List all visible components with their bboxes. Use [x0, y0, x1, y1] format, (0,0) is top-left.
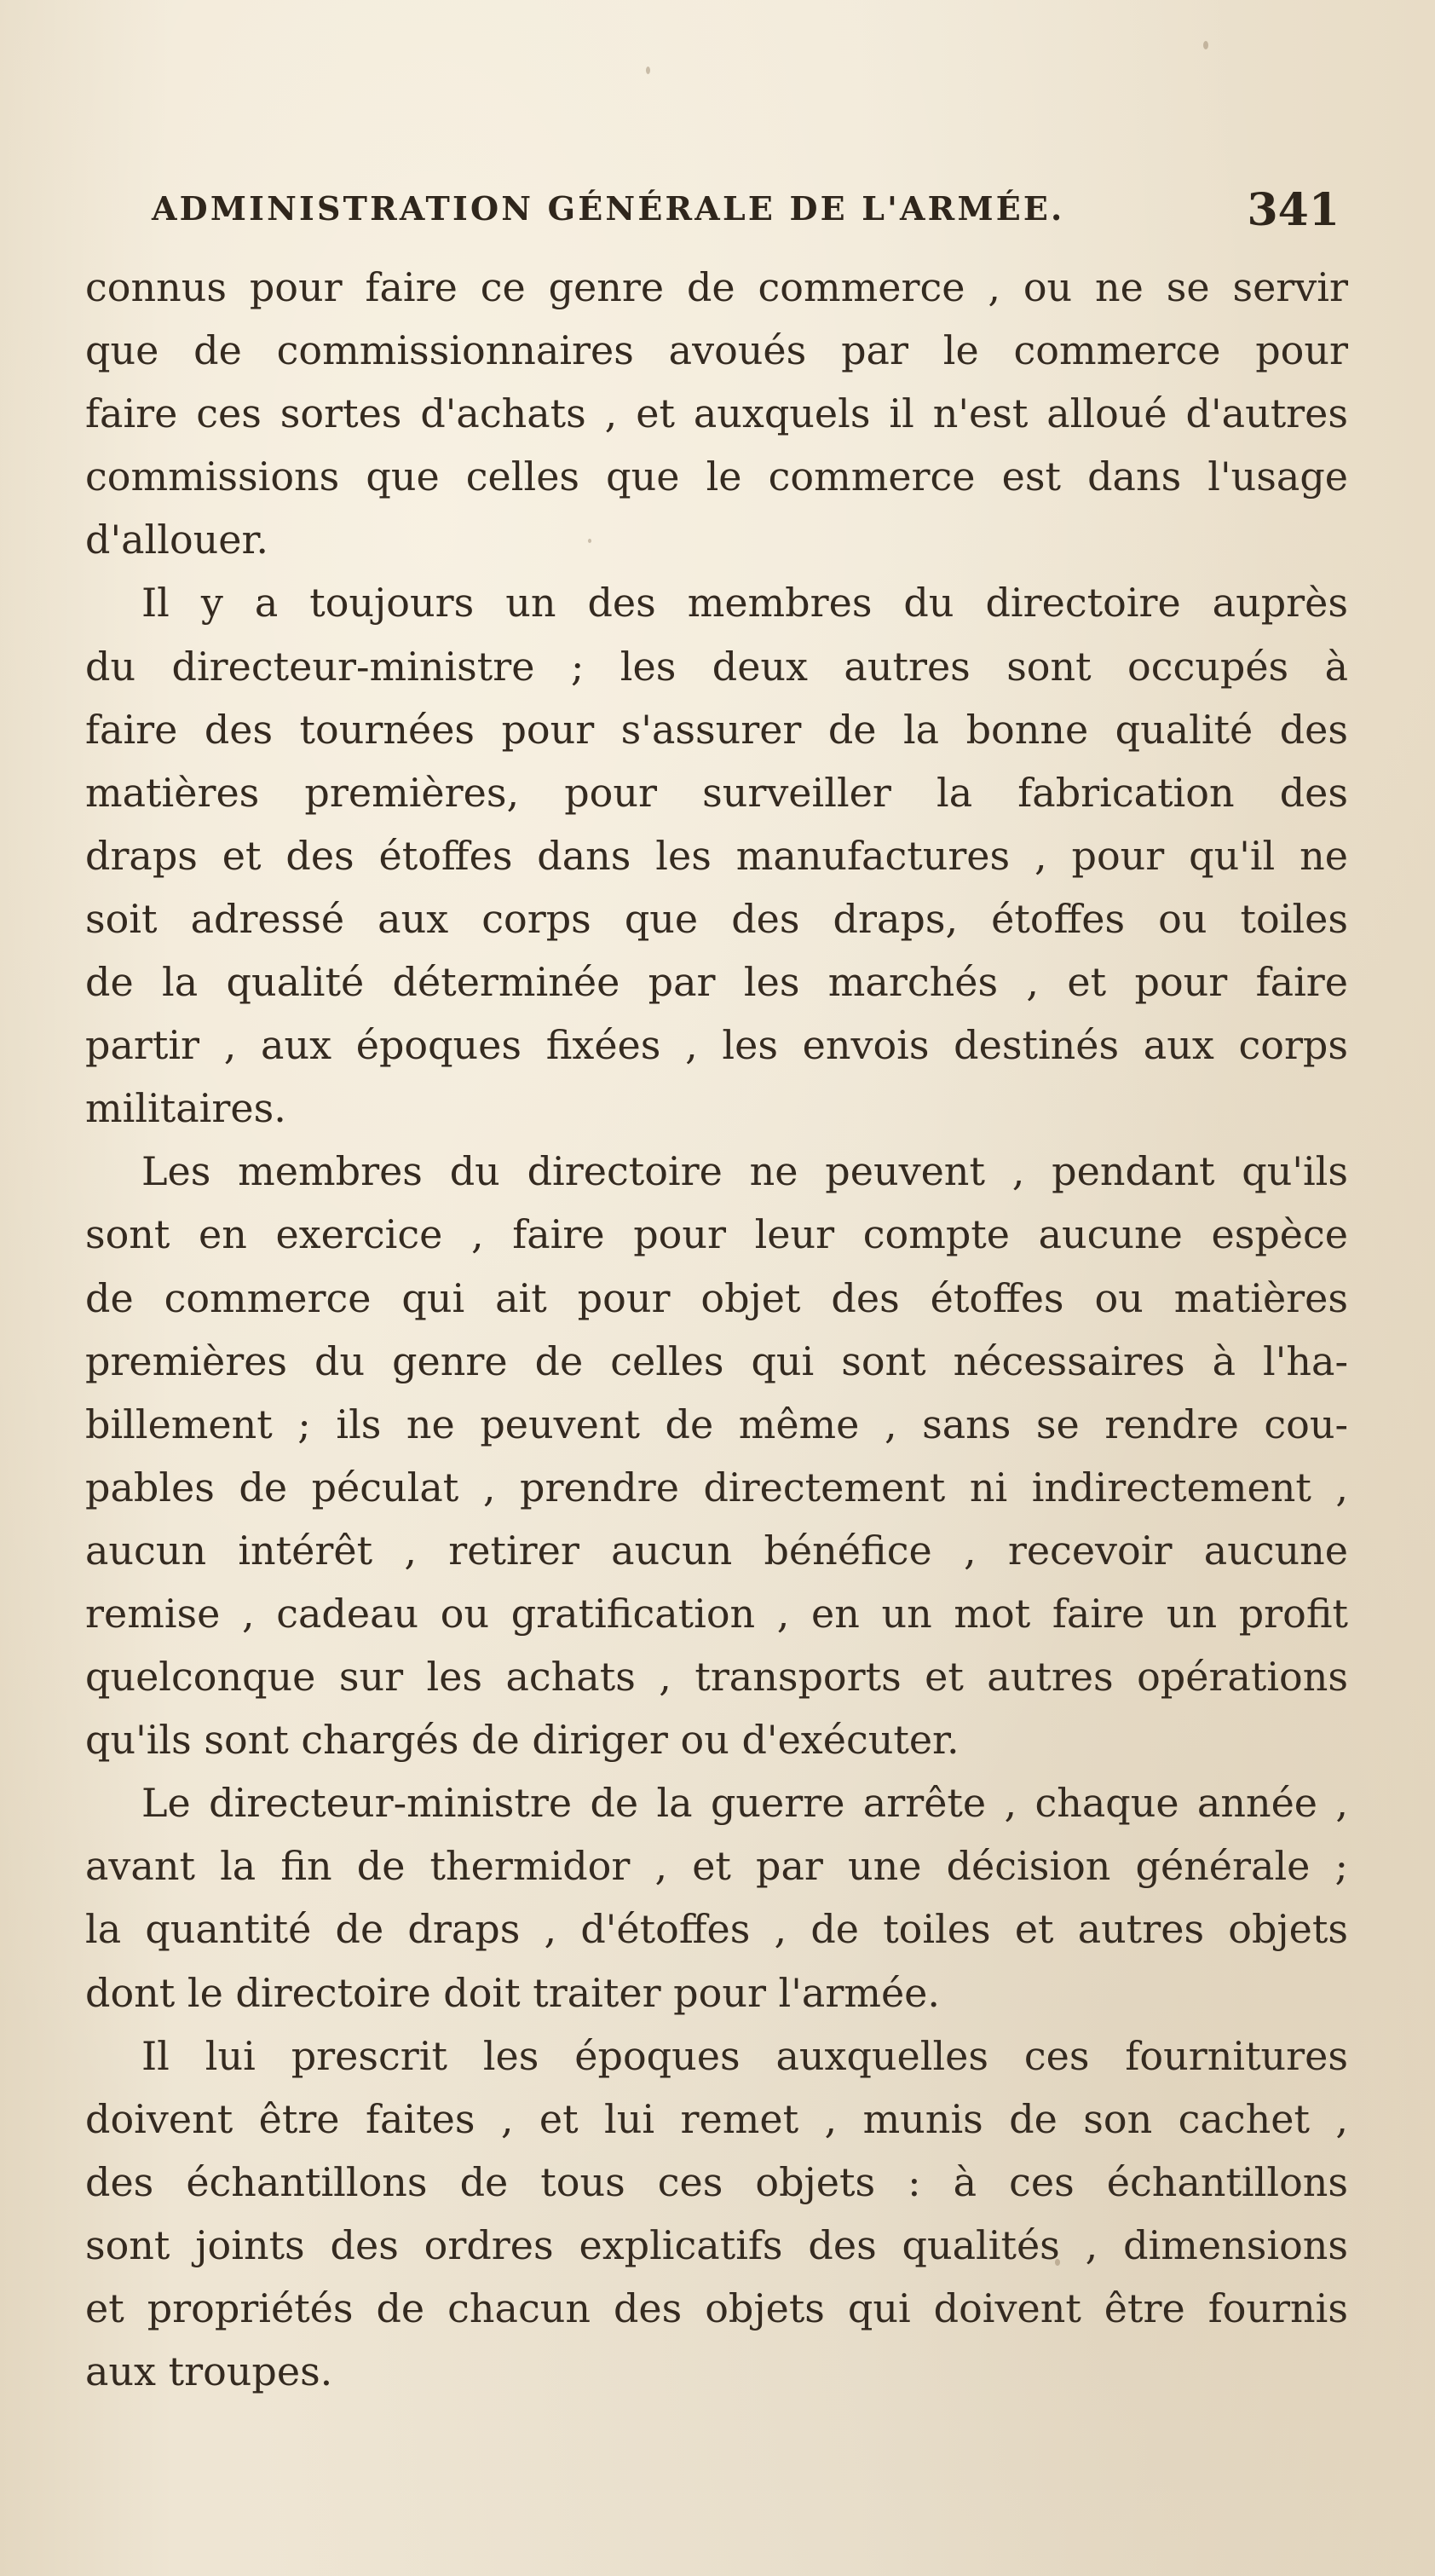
text-line: faire ces sortes d'achats , et auxquels il n'est alloué d'autres	[85, 390, 1348, 437]
text-line: la quantité de draps , d'étoffes , de toiles et autres objets	[85, 1906, 1348, 1953]
text-line: faire des tournées pour s'assurer de la bonne qualité des	[85, 706, 1348, 753]
text-line: billement ; ils ne peuvent de même , sans se rendre cou-	[85, 1401, 1348, 1447]
running-head	[152, 184, 1340, 244]
text-line: et propriétés de chacun des objets qui doivent être fournis	[85, 2285, 1348, 2331]
text-line: que de commissionnaires avoués par le commerce pour	[85, 327, 1348, 374]
text-line: aux troupes.	[85, 2348, 333, 2395]
text-line: militaires.	[85, 1085, 286, 1132]
running-title: ADMINISTRATION GÉNÉRALE DE L'ARMÉE.	[152, 189, 1065, 228]
text-line: commissions que celles que le commerce est dans l'usage	[85, 453, 1348, 500]
text-line: doivent être faites , et lui remet , munis de son cachet ,	[85, 2095, 1348, 2142]
text-line: Les membres du directoire ne peuvent , pendant qu'ils	[141, 1148, 1348, 1195]
paper-speck	[1203, 41, 1208, 49]
text-line: de commerce qui ait pour objet des étoffes ou matières	[85, 1274, 1348, 1321]
text-line: dont le directoire doit traiter pour l'armée.	[85, 1969, 941, 2016]
text-line: Le directeur-ministre de la guerre arrête , chaque année ,	[141, 1780, 1348, 1827]
text-line: premières du genre de celles qui sont nécessaires à l'ha-	[85, 1337, 1348, 1384]
text-line: du directeur-ministre ; les deux autres sont occupés à	[85, 643, 1348, 690]
text-line: sont en exercice , faire pour leur compte aucune espèce	[85, 1211, 1348, 1258]
body-text	[85, 256, 1348, 2403]
text-line: d'allouer.	[85, 517, 269, 563]
text-line: draps et des étoffes dans les manufactures , pour qu'il ne	[85, 832, 1348, 879]
text-line: aucun intérêt , retirer aucun bénéfice , recevoir aucune	[85, 1527, 1348, 1574]
paper-speck	[1055, 2259, 1060, 2266]
text-line: sont joints des ordres explicatifs des qualités , dimensions	[85, 2221, 1348, 2268]
text-line: avant la fin de thermidor , et par une décision générale ;	[85, 1843, 1348, 1890]
page-number: 341	[1247, 184, 1340, 236]
text-line: qu'ils sont chargés de diriger ou d'exécuter.	[85, 1717, 960, 1764]
text-line: Il lui prescrit les époques auxquelles ces fournitures	[141, 2032, 1348, 2079]
text-line: connus pour faire ce genre de commerce , ou ne se servir	[85, 264, 1348, 310]
text-line: pables de péculat , prendre directement ni indirectement ,	[85, 1464, 1348, 1510]
text-line: partir , aux époques fixées , les envois destinés aux corps	[85, 1022, 1348, 1069]
text-line: matières premières, pour surveiller la fabrication des	[85, 769, 1348, 816]
text-line: remise , cadeau ou gratification , en un mot faire un profit	[85, 1590, 1348, 1637]
text-line: Il y a toujours un des membres du directoire auprès	[141, 580, 1348, 627]
paper-speck	[646, 66, 650, 74]
paper-speck	[588, 539, 591, 543]
text-line: de la qualité déterminée par les marchés , et pour faire	[85, 959, 1348, 1006]
text-line: soit adressé aux corps que des draps, étoffes ou toiles	[85, 895, 1348, 942]
text-line: des échantillons de tous ces objets : à ces échantillons	[85, 2158, 1348, 2205]
text-line: quelconque sur les achats , transports et autres opérations	[85, 1654, 1348, 1701]
